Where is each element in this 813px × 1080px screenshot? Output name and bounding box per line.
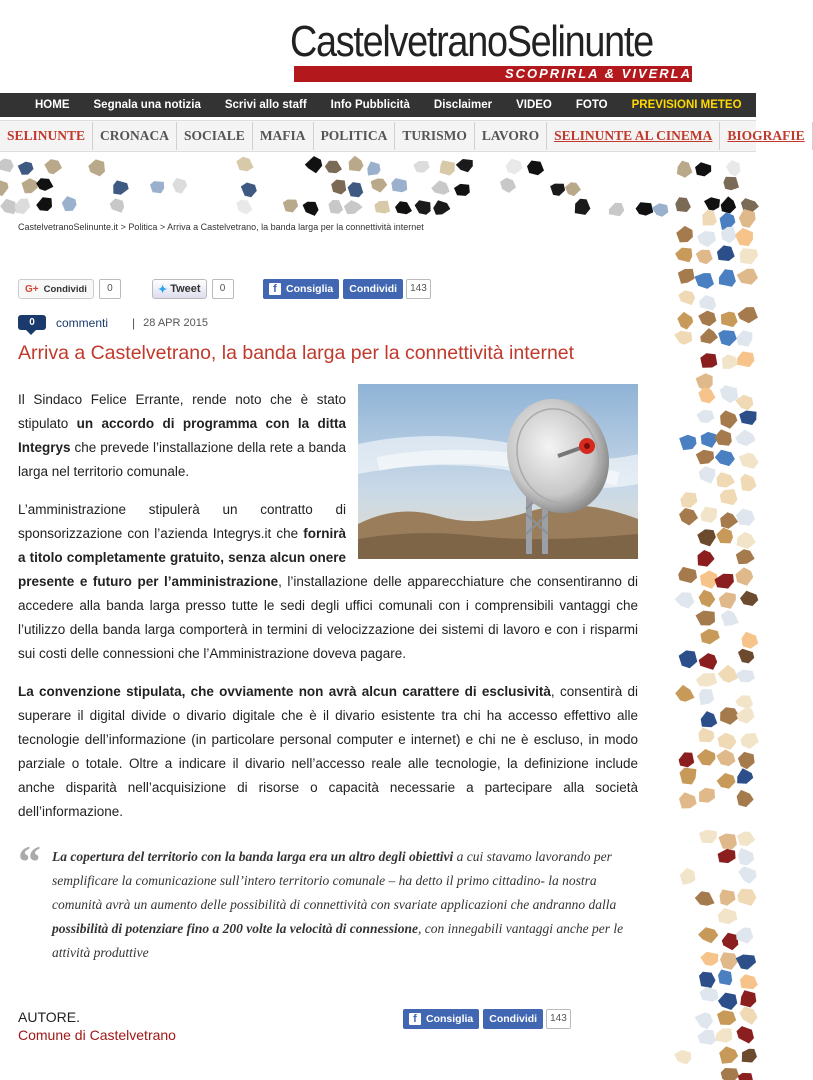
- breadcrumb-section[interactable]: Politica: [128, 222, 158, 232]
- cat-cronaca[interactable]: CRONACA: [93, 122, 177, 150]
- cat-selinunte[interactable]: SELINUNTE: [0, 122, 93, 150]
- fb-like-button-bottom[interactable]: [403, 1009, 479, 1029]
- article-meta: [18, 315, 208, 330]
- site-title: CastelvetranoSelinunte: [290, 17, 653, 66]
- p1-text-end: che prevede l’installazione della rete a banda larga nel territorio comunale.: [18, 440, 346, 479]
- facebook-share-bottom: [403, 1009, 571, 1029]
- cat-sociale[interactable]: SOCIALE: [177, 122, 253, 150]
- nav-disclaimer[interactable]: Disclaimer: [433, 99, 493, 111]
- cat-politica[interactable]: POLITICA: [314, 122, 396, 150]
- p3-bold: La convenzione stipulata, che ovviamente non avrà alcun carattere di esclusività: [18, 684, 551, 699]
- fb-like-button[interactable]: [263, 279, 339, 299]
- fb-count-bottom: 143: [546, 1009, 571, 1029]
- twitter-icon: ✦: [158, 283, 168, 296]
- meta-separator: |: [132, 315, 136, 330]
- article-body: [18, 388, 638, 838]
- cat-turismo[interactable]: TURISMO: [395, 122, 475, 150]
- author-label: AUTORE.: [18, 1009, 80, 1025]
- twitter-share: [152, 279, 234, 299]
- p1-text: Il Sindaco Felice Errante, rende noto che è stato stipulato: [18, 392, 346, 431]
- fb-like-label-bottom: Consiglia: [426, 1013, 474, 1025]
- breadcrumb-sep: >: [157, 222, 168, 232]
- fb-count: 143: [406, 279, 431, 299]
- comment-count-badge[interactable]: 0: [18, 315, 46, 330]
- nav-video[interactable]: VIDEO: [516, 99, 552, 111]
- article-title: Arriva a Castelvetrano, la banda larga per la connettività internet: [18, 342, 575, 364]
- cat-cinema[interactable]: SELINUNTE AL CINEMA: [547, 122, 720, 150]
- mosaic-sidebar: [676, 214, 756, 1080]
- site-subtitle: SCOPRIRLA & VIVERLA: [504, 66, 692, 81]
- p2-text: L’amministrazione stipulerà un contratto di sponsorizzazione con l’azienda Integrys.it che: [18, 502, 346, 541]
- gplus-button[interactable]: [18, 279, 94, 299]
- category-navigation: [0, 120, 805, 152]
- nav-segnala[interactable]: Segnala una notizia: [93, 99, 201, 111]
- quote-bold-2: possibilità di potenziare fino a 200 volte la velocità di connessione: [52, 921, 418, 936]
- quote-text-1: a cui stavamo lavorando per semplificare la comunicazione sull’intero territorio comunale – ha detto il primo cittadino- la nostra comunità avrà un aumento delle possibilità di connettività con svariate applicazioni che andranno dalla: [52, 849, 617, 912]
- gplus-label: Condividi: [43, 283, 87, 295]
- gplus-share: [18, 279, 121, 299]
- site-logo[interactable]: [290, 17, 700, 81]
- breadcrumb-home[interactable]: CastelvetranoSelinunte.it: [18, 222, 119, 232]
- mosaic-banner: [0, 156, 756, 214]
- quote-text: [52, 845, 638, 965]
- tweet-count: 0: [212, 279, 234, 299]
- cat-lavoro[interactable]: LAVORO: [475, 122, 547, 150]
- nav-foto[interactable]: FOTO: [575, 99, 608, 111]
- fb-share-button[interactable]: Condividi: [343, 279, 403, 299]
- quote-text-2: , con innegabili vantaggi anche per le attività produttive: [52, 921, 624, 960]
- quote-icon: “: [18, 836, 41, 887]
- blockquote: [18, 836, 638, 965]
- breadcrumb: [18, 222, 424, 232]
- breadcrumb-current: Arriva a Castelvetrano, la banda larga per la connettività internet: [167, 222, 424, 232]
- author-name[interactable]: Comune di Castelvetrano: [18, 1027, 176, 1043]
- fb-like-label: Consiglia: [286, 283, 334, 295]
- cat-mafia[interactable]: MAFIA: [253, 122, 314, 150]
- top-navigation: [0, 93, 756, 117]
- gplus-count: 0: [99, 279, 121, 299]
- breadcrumb-sep: >: [118, 222, 129, 232]
- nav-home[interactable]: HOME: [35, 99, 70, 111]
- cat-biografie[interactable]: BIOGRAFIE: [720, 122, 812, 150]
- quote-bold-1: La copertura del territorio con la banda larga era un altro degli obiettivi: [52, 849, 454, 864]
- facebook-icon: f: [409, 1013, 421, 1025]
- p2-text-end: , l’installazione delle apparecchiature che consentiranno di accedere alla banda larga presso tutte le sedi degli uffici comunali con i comprensibili vantaggi che l’utilizzo della banda larga comporterà in termini di velocizzazione dei sistemi di lavoro e con i risparmi sui costi delle connessioni che l’Amministrazione doveva pagare.: [18, 574, 638, 661]
- comments-link[interactable]: commenti: [56, 315, 109, 330]
- p3-text: , consentirà di superare il digital divide o divario digitale che è il divario esistente tra chi ha accesso effettivo alle tecnologie dell’informazione (in particolare personal computer e internet) e chi ne è escluso, in modo parziale o totale. Oltre a indicare il divario nell’accesso reale alle tecnologie, la definizione include anche disparità nell’acquisizione di risorse o capacità necessarie a partecipare alla società dell’informazione.: [18, 684, 639, 819]
- facebook-share-top: [263, 279, 431, 299]
- nav-info[interactable]: Info Pubblicità: [330, 99, 410, 111]
- paragraph-3: [18, 680, 638, 824]
- fb-share-button-bottom[interactable]: Condividi: [483, 1009, 543, 1029]
- gplus-icon: G+: [25, 283, 39, 295]
- facebook-icon: f: [269, 283, 281, 295]
- article-date: 28 APR 2015: [143, 316, 208, 329]
- nav-scrivi[interactable]: Scrivi allo staff: [224, 99, 307, 111]
- tweet-button[interactable]: [152, 279, 207, 299]
- article-image: [358, 384, 638, 559]
- nav-meteo[interactable]: PREVISIONI METEO: [631, 99, 742, 111]
- p1-bold: un accordo di programma con la ditta Integrys: [18, 416, 346, 455]
- p2-bold: fornirà a titolo completamente gratuito, senza alcun onere presente e futuro per l’amministrazione: [18, 526, 346, 589]
- tweet-label: Tweet: [170, 283, 201, 295]
